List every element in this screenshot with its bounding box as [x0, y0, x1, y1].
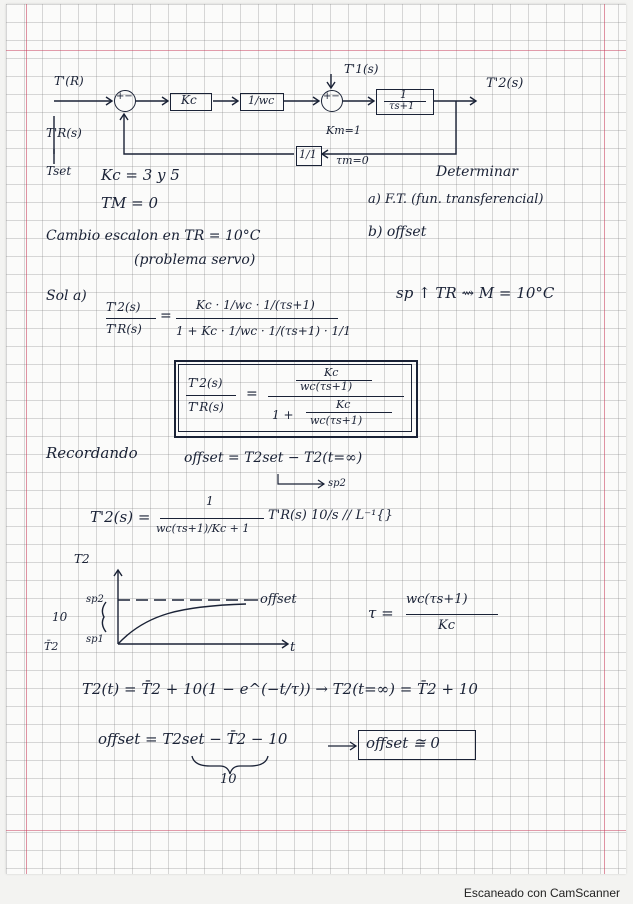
- sensor-block-label: 1/1: [299, 148, 317, 161]
- plant-num: 1: [400, 88, 407, 101]
- offset-line: offset = T2set − T̄2 − 10: [98, 730, 288, 748]
- determinar-b: b) offset: [368, 224, 427, 240]
- graph-ten-label: 10: [52, 610, 68, 624]
- t2s-den: wc(τs+1)/Kc + 1: [156, 522, 250, 535]
- t2s-num: 1: [206, 494, 214, 508]
- t2s-lhs: T'2(s) =: [90, 508, 151, 526]
- determinar-a: a) F.T. (fun. transferencial): [368, 192, 544, 207]
- notebook-page: [6, 4, 626, 874]
- boxed-den-den: wc(τs+1): [310, 414, 363, 427]
- graph-y-axis-label: T2: [74, 552, 90, 566]
- wc-block-label: 1/wc: [248, 94, 275, 107]
- kc-value: Kc = 3 y 5: [101, 166, 180, 184]
- tau-lhs: τ =: [368, 604, 394, 622]
- scanner-watermark: Escaneado con CamScanner: [463, 886, 620, 900]
- sol-a-rhs-num: Kc · 1/wc · 1/(τs+1): [196, 298, 315, 312]
- sol-a-lhs-den: T'R(s): [106, 322, 142, 336]
- tm-value: TM = 0: [101, 194, 159, 212]
- sol-a-rhs-den: 1 + Kc · 1/wc · 1/(τs+1) · 1/1: [176, 324, 351, 338]
- graph-t-label: t: [290, 640, 296, 655]
- boxed-num-num: Kc: [324, 366, 339, 379]
- brace-value: 10: [220, 772, 237, 787]
- sum2-signs: +−: [323, 91, 340, 102]
- tr-s-label: T'R(s): [46, 126, 82, 140]
- problema-servo: (problema servo): [134, 252, 256, 268]
- tau-den: Kc: [438, 618, 455, 633]
- determinar-title: Determinar: [436, 164, 518, 180]
- output-label: T'2(s): [486, 76, 524, 91]
- kc-block-label: Kc: [181, 93, 197, 107]
- offset-equation: offset = T2set − T2(t=∞): [184, 450, 363, 466]
- graph-t2bar-label: T̄2: [44, 640, 59, 653]
- sol-a-label: Sol a): [46, 288, 87, 304]
- recordando-label: Recordando: [46, 444, 138, 462]
- graph-offset-label: offset: [260, 592, 297, 607]
- taut-label: τт=0: [336, 154, 369, 167]
- tau-num: wc(τs+1): [406, 592, 468, 607]
- input-label: T'(R): [54, 74, 84, 88]
- boxed-equals: =: [246, 386, 258, 402]
- boxed-lhs-num: T'2(s): [188, 376, 223, 390]
- boxed-lhs-den: T'R(s): [188, 400, 224, 414]
- tset-label: Tset: [46, 164, 72, 178]
- sol-a-lhs-num: T'2(s): [106, 300, 141, 314]
- sum1-signs: +−: [116, 91, 133, 102]
- boxed-den-num: Kc: [336, 398, 351, 411]
- kt-label: Kт=1: [326, 124, 361, 137]
- sp-note: sp ↑ TR ⇝ M = 10°C: [396, 284, 555, 302]
- graph-sp1-label: sp1: [86, 634, 104, 645]
- t2s-tail: T'R(s) 10/s // L⁻¹{}: [268, 508, 393, 523]
- graph-sp2-label: sp2: [86, 594, 104, 605]
- plant-den: τs+1: [389, 101, 415, 112]
- boxed-one-plus: 1 +: [272, 408, 294, 422]
- cambio-escalon: Cambio escalon en TR = 10°C: [46, 228, 261, 244]
- offset-result: offset ≅ 0: [366, 734, 440, 752]
- sp2-arrow-label: sp2: [328, 478, 346, 489]
- offset-brace-and-arrow: [6, 4, 626, 874]
- t2t-equation: T2(t) = T̄2 + 10(1 − e^(−t/τ)) → T2(t=∞) = T̄2 + 10: [82, 680, 478, 698]
- disturbance-label: T'1(s): [344, 62, 379, 76]
- sol-a-equals: =: [160, 308, 172, 324]
- boxed-num-den: wc(τs+1): [300, 380, 353, 393]
